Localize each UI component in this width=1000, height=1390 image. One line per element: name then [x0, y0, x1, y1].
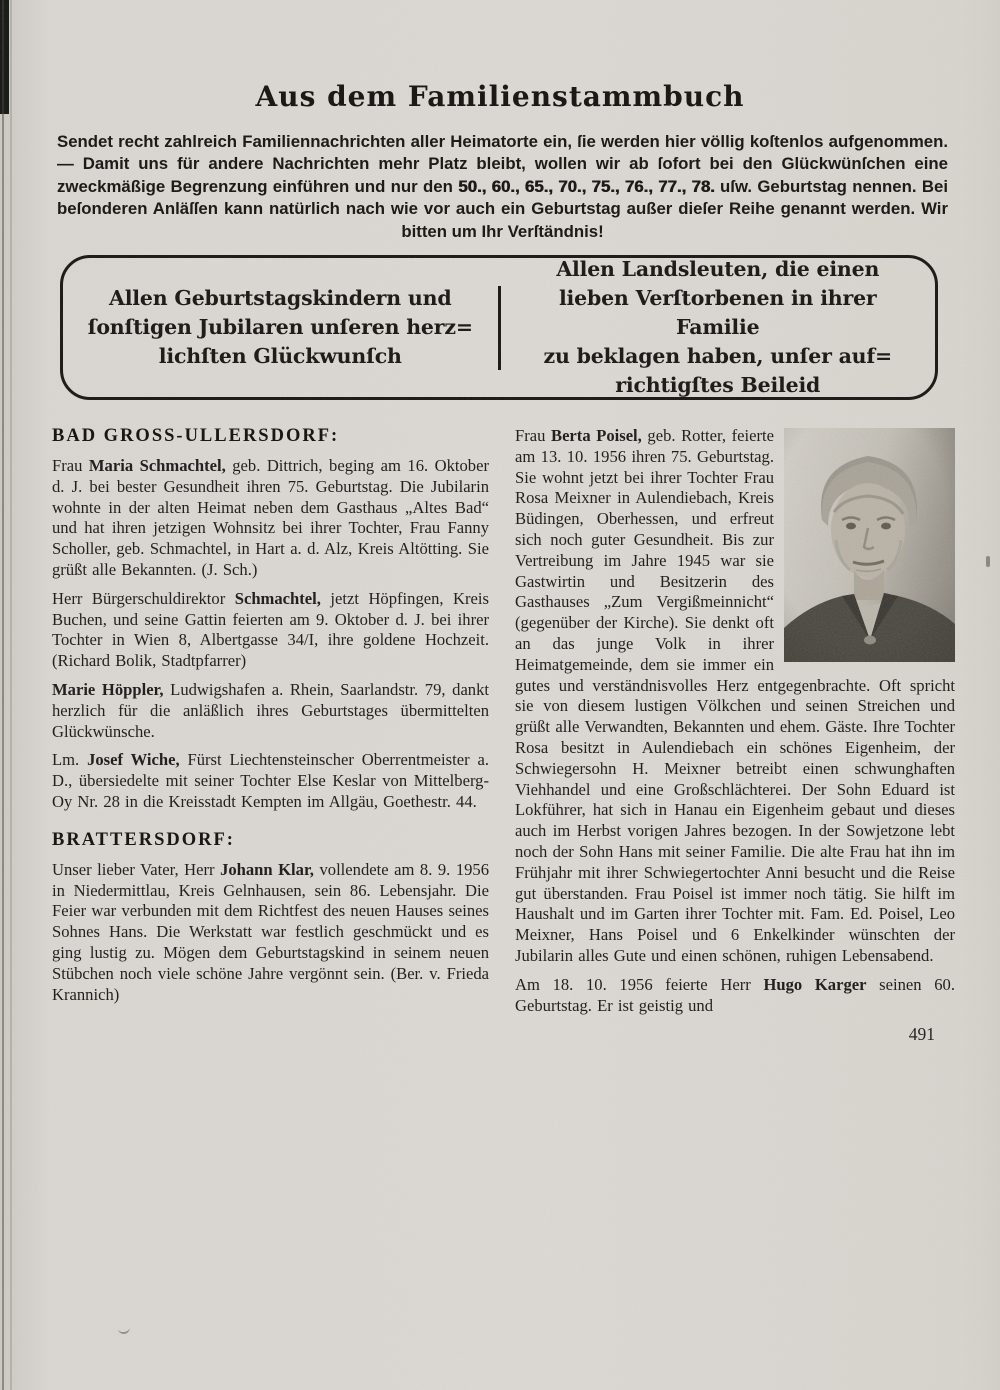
- page-number: 491: [908, 1024, 935, 1045]
- left-column: [52, 426, 489, 1045]
- greeting-line: Allen Geburtstagskindern und: [109, 286, 452, 311]
- article-johann-klar: Unser lieber Vater, Herr Johann Klar, vollendete am 8. 9. 1956 in Niedermittlau, Kreis Gelnhausen, sein 86. Lebensjahr. Die Feier war verbunden mit dem Richtfest des neuen Hauses seines Sohnes Hans. Die Werkstatt war festlich geschmückt und es ging lustig zu. Mögen dem Geburtstagskind in seinem neuen Stübchen noch viele schöne Jahre vergönnt sein. (Ber. v. Frieda Krannich): [52, 859, 490, 1004]
- article-berta-poisel-text: Frau Berta Poisel, geb. Rotter, feierte am 13. 10. 1956 ihren 75. Geburtstag. Sie wohnt jetzt bei ihrer Tochter Frau Rosa Meixner in Aulendiebach, Kreis Büdingen, Oberhessen, und erfreut sich noch guter Gesundheit. Bis zur Vertreibung im Jahre 1945 war sie Gastwirtin und Besitzerin des Gasthauses „Zum Vergißmeinnicht“ (gegenüber der Kirche). Sie denkt oft an das junge Volk in ihrer Heimatgemeinde, dem sie immer ein gutes und verständnisvolles Herz entgegenbrachte. Oft spricht sie von diesem lustigen Völkchen und seinen Streichen und grüßt alle Verwandten, Bekannten und ehem. Gäste. Ihre Tochter Rosa besitzt in Aulendiebach ein schönes Eigenheim, der Schwiegersohn H. Meixner betreibt einen schwunghaften Viehhandel und eine Großschlächterei. Der Sohn Eduard ist Lokführer, hat sich in Hanau ein Eigenheim gebaut und dieses auch im Herbst vorigen Jahres bezogen. In der Sowjetzone lebt noch der Sohn Hans mit seiner Familie. Die alte Frau hat ihn im Frühjahr mit ihrer Schwiegertochter Anni besucht und die Reise gut überstanden. Frau Poisel ist immer noch tätig. Sie hilft im Haushalt und im Garten ihrer Tochter mit. Fam. Ed. Poisel, Leo Meixner, Hans Poisel und 6 Enkelkinder wünschten der Jubilarin alles Gute und einen schönen, ruhigen Lebensabend.: [515, 426, 955, 965]
- greeting-condolence: [501, 255, 936, 400]
- article-hugo-karger: Am 18. 10. 1956 feierte Herr Hugo Karger seinen 60. Geburtstag. Er ist geistig und: [515, 974, 955, 1015]
- greeting-line: lichſten Glückwunſch: [158, 344, 402, 369]
- scan-line: [2, 0, 4, 1390]
- greeting-line: richtigſtes Beileid: [615, 373, 821, 398]
- greeting-line: lieben Verſtorbenen in ihrer Familie: [558, 286, 877, 340]
- article-columns: [52, 426, 955, 1045]
- article-berta-poisel: [515, 426, 955, 967]
- right-column: [515, 426, 955, 1045]
- heading-brattersdorf: BRATTERSDORF:: [52, 829, 235, 850]
- heading-bad-gross-ullersdorf: BAD GROSS-ULLERSDORF:: [52, 426, 340, 447]
- greeting-line: zu beklagen haben, unſer auf=: [543, 344, 892, 369]
- greeting-line: ſonſtigen Jubilaren unſeren herz=: [87, 315, 473, 340]
- portrait-photo: [784, 428, 955, 662]
- article-maria-schmachtel: Frau Maria Schmachtel, geb. Dittrich, beging am 16. Oktober d. J. bei bester Gesundheit ihren 75. Geburtstag. Die Jubilarin wohnte in der alten Heimat neben dem Gasthaus „Altes Bad“ und hat ihren jetzigen Wohnsitz bei ihrer Tochter, Frau Fanny Scholler, geb. Schmachtel, in Hart a. d. Alz, Kreis Altötting. Sie grüßt alle Bekannten. (J. Sch.): [52, 456, 489, 580]
- page-title: Aus dem Familienstammbuch: [255, 80, 745, 113]
- intro-paragraph: Sendet recht zahlreich Familiennachrichten aller Heimatorte ein, ſie werden hier völlig koſtenlos aufgenommen. — Damit uns für andere Nachrichten mehr Platz bleibt, wollen wir ab ſofort bei den Glückwünſchen eine zweckmäßige Begrenzung einführen und nur den 50., 60., 65., 70., 75., 76., 77., 78. uſw. Geburtstag nennen. Bei beſonderen Anläſſen kann natürlich nach wie vor auch ein Geburtstag außer dieſer Reihe genannt werden. Wir bitten um Ihr Verſtändnis!: [57, 132, 948, 241]
- greeting-box: [60, 255, 938, 400]
- scan-line: [10, 0, 12, 1390]
- greeting-birthday: [63, 284, 498, 371]
- greeting-line: Allen Landsleuten, die einen: [556, 257, 880, 282]
- article-josef-wiche: Lm. Josef Wiche, Fürst Liechtensteinscher Oberrentmeister a. D., übersiedelte mit seiner Tochter Else Keslar von Mittelberg-Oy Nr. 28 in die Kreisstadt Kempten im Allgäu, Goethestr. 44.: [52, 750, 489, 811]
- scan-smudge: [118, 1325, 131, 1335]
- article-marie-hoeppler: Marie Höppler, Ludwigshafen a. Rhein, Saarlandstr. 79, dankt herzlich für die anläßlich ihres Geburtstages übermittelten Glückwünsche.: [52, 680, 490, 741]
- article-schmachtel-goldene-hochzeit: Herr Bürgerschuldirektor Schmachtel, jetzt Höpfingen, Kreis Buchen, und seine Gattin feierten am 9. Oktober d. J. bei ihrer Tochter in Wien 8, Albertgasse 34/I, ihre goldene Hochzeit. (Richard Bolik, Stadtpfarrer): [52, 588, 489, 671]
- scan-speck: [986, 556, 990, 567]
